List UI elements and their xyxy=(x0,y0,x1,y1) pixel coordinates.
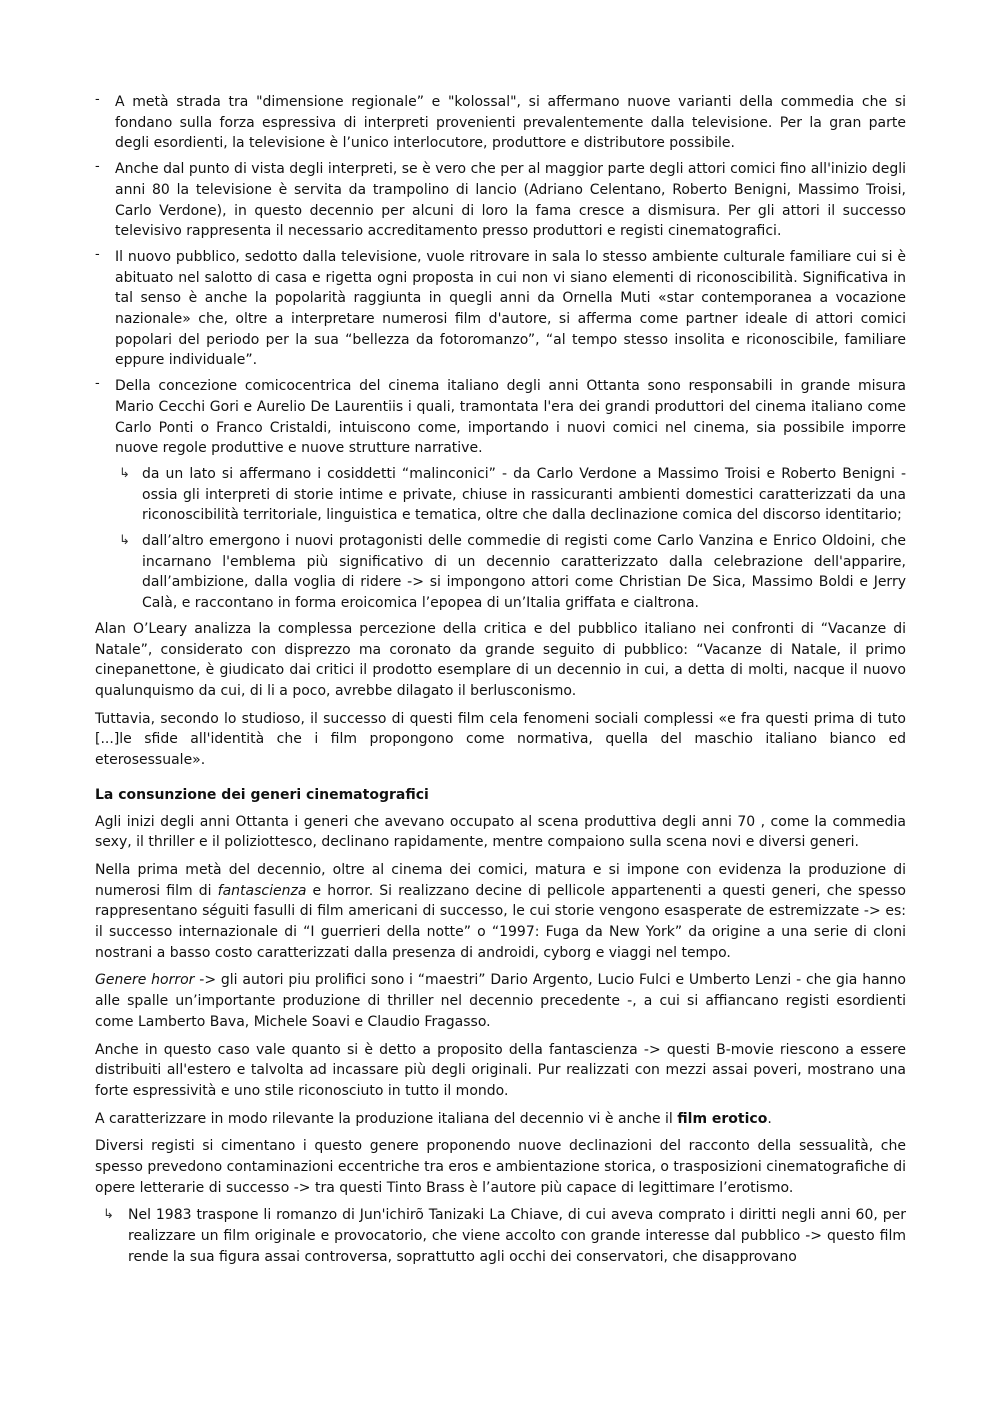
paragraph-directors: Diversi registi si cimentano i questo genere proponendo nuove declinazioni del racconto della sessualità, che spesso prevedono contaminazioni eccentriche tra eros e ambientazione storica, o trasposizioni cinematografiche di opere letterarie di successo -> tra questi Tinto Brass è l’autore più capace di legittimare l’erotismo. xyxy=(95,1138,906,1196)
paragraph-oleary: Alan O’Leary analizza la complessa percezione della critica e del pubblico italiano nei confronti di “Vacanze di Natale”, considerato con disprezzo ma coronato da grande seguito di pubblico: “Vacanze di Natale, il primo cinepanettone, è giudicato dai critici il prodotto esemplare di un decennio in cui, a detta di molti, nacque il nuovo qualunquismo da cui, di li a poco, avrebbe dilagato il berlusconismo. xyxy=(95,620,906,699)
dash-bullet-icon: - xyxy=(95,376,100,392)
section-heading: La consunzione dei generi cinematografici xyxy=(95,786,429,803)
paragraph-text: Nella prima metà del decennio, oltre al cinema dei comici, matura e si impone con evidenza la produzione di numerosi film di xyxy=(95,861,906,899)
paragraph-text: -> gli autori piu prolifici sono i “maestri” Dario Argento, Lucio Fulci e Umberto Lenzi - che gia hanno alle spalle un’importante produzione di thriller nel decennio precedente -, a cui si affiancano registi esordienti come Lamberto Bava, Michele Soavi e Claudio Fragasso. xyxy=(95,972,906,1030)
paragraph-tuttavia: Tuttavia, secondo lo studioso, il successo di questi film cela fenomeni sociali complessi «e fra questi prima di tuto [...]le sfide all'identità che i film propongono come normativa, quella del maschio italiano bianco ed eterosessuale». xyxy=(95,710,906,769)
list-item xyxy=(95,376,906,459)
dash-bullet-icon: - xyxy=(95,92,100,107)
lead-term: Genere horror xyxy=(95,972,195,989)
dash-bullet-icon: - xyxy=(95,159,100,175)
sub-list-item-text: dall’altro emergono i nuovi protagonisti delle commedie di registi come Carlo Vanzina e Enrico Oldoini, che incarnano l'emblema più significativo di un decennio caratterizzato dalla celebrazione dell'apparire, dall’ambizione, dalla voglia di ridere -> si impongono attori come Christian De Sica, Massimo Boldi e Jerry Calà, e raccontano in forma eroicomica l’epopea di un’Italia griffata e cialtrona. xyxy=(142,533,906,612)
paragraph-text: . xyxy=(767,1110,772,1127)
sub-list-item xyxy=(95,464,906,526)
sub-list-item xyxy=(95,1205,906,1267)
list-item xyxy=(95,92,906,154)
emphasis-text: fantascienza xyxy=(217,882,307,899)
sub-list-item xyxy=(95,531,906,614)
document-page xyxy=(95,92,906,1273)
list-item-text: A metà strada tra "dimensione regionale” e "kolossal", si affermano nuove varianti della commedia che si fondano sulla forza espressiva di interpreti provenienti prevalentemente dalla televisione. Per la gran parte degli esordienti, la televisione è l’unico interlocutore, produttore e distributore possibile. xyxy=(115,94,906,152)
list-item xyxy=(95,247,906,371)
paragraph-scifi xyxy=(95,860,906,964)
list-item xyxy=(95,159,906,242)
dash-bullet-icon: - xyxy=(95,246,100,262)
list-item-text: Il nuovo pubblico, sedotto dalla televisione, vuole ritrovare in sala lo stesso ambiente culturale familiare cui si è abituato nel salotto di casa e rigetta ogni proposta in cui non vi siano elementi di riconoscibilità. Significativa in tal senso è anche la popolarità raggiunta in quegli anni da Ornella Muti «star contemporanea a vocazione nazionale» che, oltre a interpretare numerosi film d'autore, si afferma come partner ideale di attori comici popolari del periodo per la sua “bellezza da fotoromanzo”, “al tempo stesso insolita e riconoscibile, familiare eppure individuale”. xyxy=(115,248,906,369)
list-item-text: Anche dal punto di vista degli interpreti, se è vero che per al maggior parte degli attori comici fino all'inizio degli anni 80 la televisione è servita da trampolino di lancio (Adriano Celentano, Roberto Benigni, Massimo Troisi, Carlo Verdone), in questo decennio per alcuni di loro la fama cresce a dismisura. Per gli attori il successo televisivo rappresenta il necessario accreditamento presso produttori e registi cinematografici. xyxy=(115,161,906,240)
list-item-text: Della concezione comicocentrica del cinema italiano degli anni Ottanta sono responsabili in grande misura Mario Cecchi Gori e Aurelio De Laurentiis i quali, tramontata l'era dei grandi produttori del cinema italiano come Carlo Ponti o Franco Cristaldi, intuiscono come, importando i nuovi comici nel cinema, sia possibile imporre nuove regole produttive e nuove strutture narrative. xyxy=(115,378,906,457)
sub-list-item-text: da un lato si affermano i cosiddetti “malinconici” - da Carlo Verdone a Massimo Troisi e Roberto Benigni - ossia gli interpreti di storie intime e private, chiuse in rassicuranti ambienti domestici caratterizzati da una riconoscibilità territoriale, linguistica e tematica, oltre che dalla declinazione comica del discorso identitario; xyxy=(142,465,906,524)
paragraph-text: A caratterizzare in modo rilevante la produzione italiana del decennio vi è anche il xyxy=(95,1110,678,1127)
paragraph-text: e horror. Si realizzano decine di pellicole appartenenti a questi generi, che spesso rappresentano séguiti fasulli di film americani di successo, le cui storie vengono esasperate de estremizzate -> es: il successo internazionale di “I guerrieri della notte” o “1997: Fuga da New York” da origine a una serie di cloni nostrani a basso costo caratterizzati dalla presenza di androidi, cyborg e viaggi nel tempo. xyxy=(95,882,906,961)
bold-term: film erotico xyxy=(677,1110,768,1127)
paragraph-erotic xyxy=(95,1109,906,1130)
paragraph-horror xyxy=(95,970,906,1032)
paragraph-genres: Agli inizi degli anni Ottanta i generi che avevano occupato al scena produttiva degli anni 70 , come la commedia sexy, il thriller e il poliziottesco, declinano rapidamente, mentre compaiono sulla scena novi e diversi generi. xyxy=(95,813,906,851)
arrow-right-icon: ↳ xyxy=(119,465,130,481)
sub-list-item-text: Nel 1983 traspone li romanzo di Jun'ichirõ Tanizaki La Chiave, di cui aveva comprato i diritti negli anni 60, per realizzare un film originale e provocatorio, che viene accolto con grande interesse dal pubblico -> questo film rende la sua figura assai controversa, soprattutto agli occhi dei conservatori, che disapprovano xyxy=(128,1207,906,1265)
paragraph-bmovie: Anche in questo caso vale quanto si è detto a proposito della fantascienza -> questi B-movie riescono a essere distribuiti all'estero e talvolta ad incassare più degli originali. Pur realizzati con mezzi assai poveri, mostrano una forte espressività e uno stile riconosciuto in tutto il mondo. xyxy=(95,1041,906,1099)
arrow-right-icon: ↳ xyxy=(103,1207,114,1223)
arrow-right-icon: ↳ xyxy=(119,533,130,549)
